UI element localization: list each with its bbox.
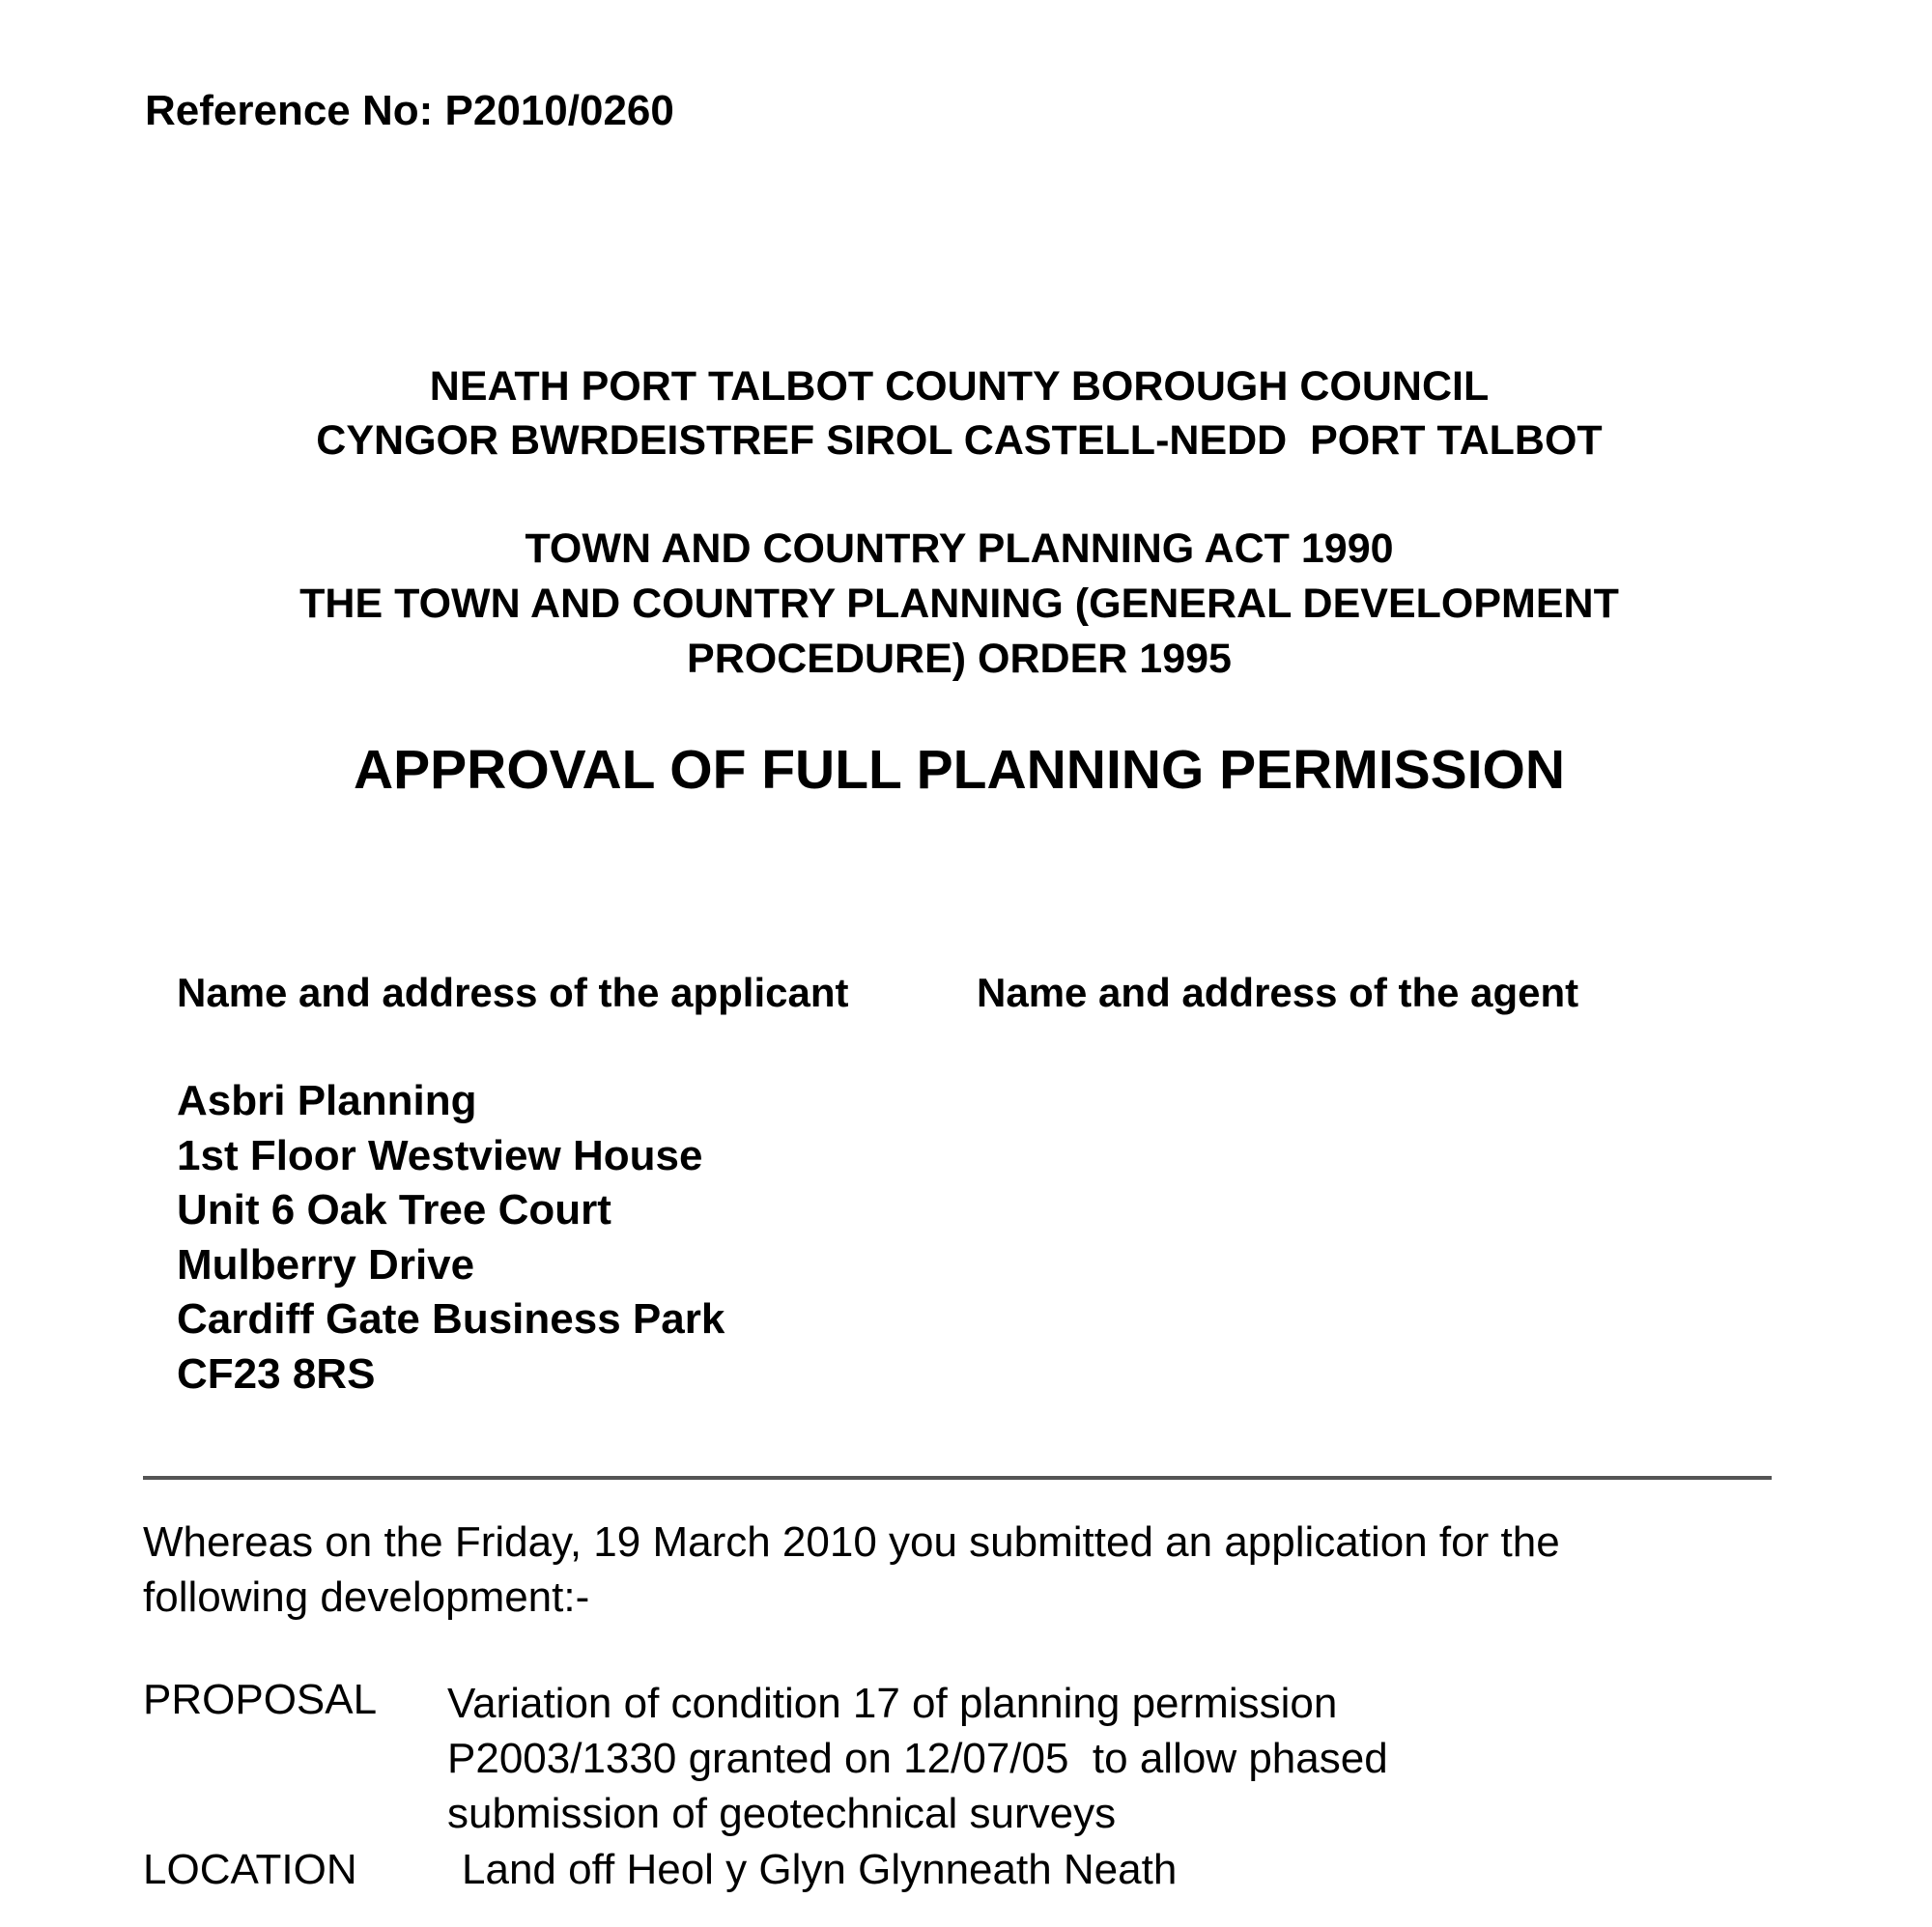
- address-line: Unit 6 Oak Tree Court: [177, 1186, 611, 1233]
- address-line: Asbri Planning: [177, 1077, 477, 1124]
- council-name-english: NEATH PORT TALBOT COUNTY BOROUGH COUNCIL: [429, 363, 1490, 410]
- whereas-line-1: Whereas on the Friday, 19 March 2010 you submitted an application for the: [143, 1518, 1560, 1566]
- address-line: 1st Floor Westview House: [177, 1131, 703, 1179]
- proposal-line: Variation of condition 17 of planning permission: [447, 1680, 1338, 1727]
- agent-heading: Name and address of the agent: [977, 970, 1579, 1015]
- council-header: [145, 359, 1774, 468]
- council-name-welsh: CYNGOR BWRDEISTREF SIROL CASTELL-NEDD PORT TALBOT: [316, 417, 1603, 464]
- horizontal-divider: [143, 1476, 1772, 1480]
- applicant-address: [177, 1074, 724, 1402]
- legislation-header: [145, 522, 1774, 687]
- location-value: Land off Heol y Glyn Glynneath Neath: [462, 1846, 1178, 1893]
- act-title-line-2: THE TOWN AND COUNTRY PLANNING (GENERAL DEVELOPMENT: [299, 581, 1619, 627]
- location-label: LOCATION: [143, 1846, 357, 1893]
- act-title-line-3: PROCEDURE) ORDER 1995: [687, 636, 1232, 682]
- proposal-value: [447, 1676, 1388, 1841]
- proposal-label: PROPOSAL: [143, 1676, 378, 1723]
- proposal-line: P2003/1330 granted on 12/07/05 to allow phased: [447, 1735, 1388, 1782]
- reference-number: Reference No: P2010/0260: [145, 87, 674, 134]
- address-line: Mulberry Drive: [177, 1240, 475, 1289]
- document-title: APPROVAL OF FULL PLANNING PERMISSION: [353, 739, 1566, 801]
- act-title-line-1: TOWN AND COUNTRY PLANNING ACT 1990: [525, 525, 1394, 572]
- whereas-paragraph: [143, 1515, 1785, 1625]
- address-line: Cardiff Gate Business Park: [177, 1295, 725, 1343]
- applicant-heading: Name and address of the applicant: [177, 970, 849, 1015]
- whereas-line-2: following development:-: [143, 1573, 590, 1621]
- address-line: CF23 8RS: [177, 1349, 376, 1398]
- proposal-line: submission of geotechnical surveys: [447, 1790, 1117, 1837]
